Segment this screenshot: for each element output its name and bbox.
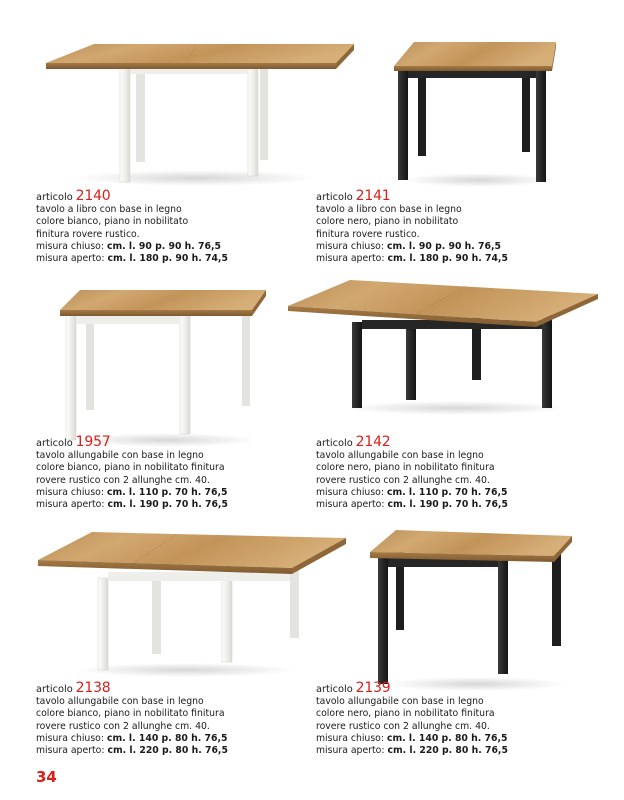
- closed-size: misura chiuso: cm. l. 140 p. 80 h. 76,5: [36, 732, 228, 744]
- product-caption: [316, 682, 508, 757]
- product-caption: [36, 190, 228, 265]
- description-line: tavolo allungabile con base in legno: [36, 450, 204, 462]
- description-line: rovere rustico con 2 allunghe cm. 40.: [36, 720, 210, 732]
- article-code: 2140: [75, 188, 111, 204]
- article-code: 1957: [75, 434, 111, 450]
- open-size: misura aperto: cm. l. 220 p. 80 h. 76,5: [316, 745, 508, 757]
- product-caption: [36, 436, 228, 511]
- article-code: 2141: [355, 188, 391, 204]
- description-line: tavolo allungabile con base in legno: [316, 450, 484, 462]
- open-size: misura aperto: cm. l. 180 p. 90 h. 74,5: [36, 253, 228, 265]
- product-caption: [36, 682, 228, 757]
- description-line: tavolo a libro con base in legno: [316, 204, 462, 216]
- description-line: colore bianco, piano in nobilitato finitura: [36, 462, 225, 474]
- closed-size: misura chiuso: cm. l. 110 p. 70 h. 76,5: [316, 486, 508, 498]
- article-code: 2142: [355, 434, 391, 450]
- article-label: articolo: [316, 684, 353, 695]
- page-number: 34: [36, 768, 57, 786]
- table-image-1957: [56, 286, 270, 448]
- article-label: articolo: [36, 438, 73, 449]
- article-label: articolo: [316, 192, 353, 203]
- description-line: colore bianco, piano in nobilitato finitura: [36, 708, 225, 720]
- closed-size: misura chiuso: cm. l. 90 p. 90 h. 76,5: [316, 240, 501, 252]
- article-label: articolo: [316, 438, 353, 449]
- article-code: 2138: [75, 680, 111, 696]
- open-size: misura aperto: cm. l. 190 p. 70 h. 76,5: [316, 499, 508, 511]
- description-line: colore nero, piano in nobilitato: [316, 216, 459, 228]
- table-image-2142: [286, 276, 602, 416]
- table-image-2138: [36, 528, 348, 678]
- description-line: colore bianco, piano in nobilitato: [36, 216, 189, 228]
- article-code: 2139: [355, 680, 391, 696]
- description-line: tavolo allungabile con base in legno: [36, 696, 204, 708]
- closed-size: misura chiuso: cm. l. 140 p. 80 h. 76,5: [316, 732, 508, 744]
- article-label: articolo: [36, 684, 73, 695]
- closed-size: misura chiuso: cm. l. 90 p. 90 h. 76,5: [36, 240, 221, 252]
- description-line: colore nero, piano in nobilitato finitura: [316, 708, 495, 720]
- open-size: misura aperto: cm. l. 190 p. 70 h. 76,5: [36, 499, 228, 511]
- article-label: articolo: [36, 192, 73, 203]
- description-line: tavolo a libro con base in legno: [36, 204, 182, 216]
- table-image-2140: [36, 38, 356, 188]
- open-size: misura aperto: cm. l. 220 p. 80 h. 76,5: [36, 745, 228, 757]
- description-line: rovere rustico con 2 allunghe cm. 40.: [36, 474, 210, 486]
- description-line: finitura rovere rustico.: [316, 228, 420, 240]
- description-line: finitura rovere rustico.: [36, 228, 140, 240]
- description-line: rovere rustico con 2 allunghe cm. 40.: [316, 720, 490, 732]
- product-caption: [316, 190, 508, 265]
- description-line: rovere rustico con 2 allunghe cm. 40.: [316, 474, 490, 486]
- description-line: colore nero, piano in nobilitato finitura: [316, 462, 495, 474]
- table-image-2141: [388, 38, 568, 188]
- table-image-2139: [366, 526, 576, 692]
- product-caption: [316, 436, 508, 511]
- description-line: tavolo allungabile con base in legno: [316, 696, 484, 708]
- closed-size: misura chiuso: cm. l. 110 p. 70 h. 76,5: [36, 486, 228, 498]
- open-size: misura aperto: cm. l. 180 p. 90 h. 74,5: [316, 253, 508, 265]
